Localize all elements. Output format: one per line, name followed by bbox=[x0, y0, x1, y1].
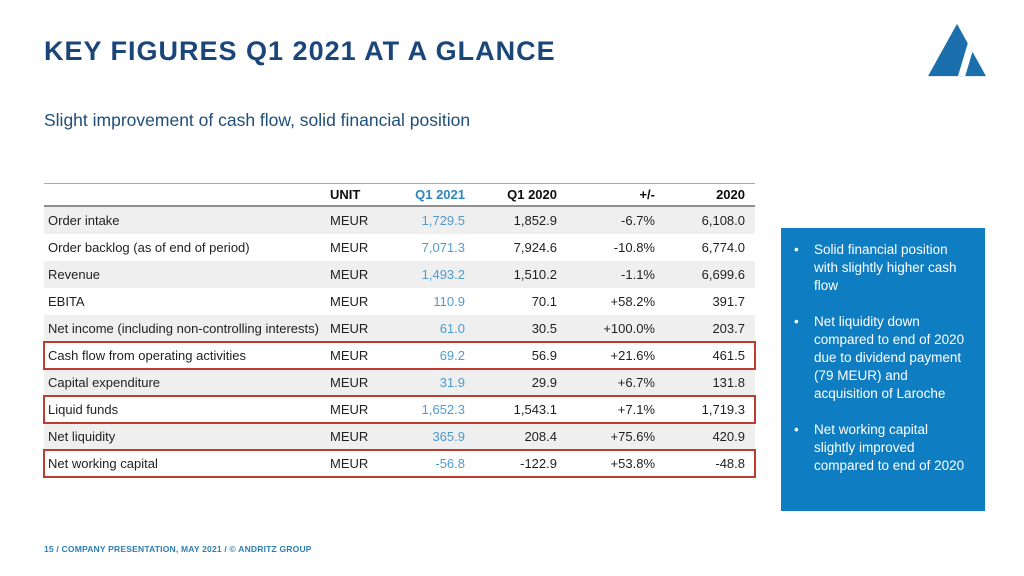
row-q1-2021: 1,493.2 bbox=[421, 267, 465, 282]
row-2020: 461.5 bbox=[712, 348, 745, 363]
table-row bbox=[44, 261, 755, 288]
row-2020: 6,108.0 bbox=[701, 213, 745, 228]
row-q1-2021: 7,071.3 bbox=[421, 240, 465, 255]
row-change: +53.8% bbox=[610, 456, 655, 471]
row-change: -6.7% bbox=[621, 213, 655, 228]
row-label: Net working capital bbox=[48, 456, 158, 471]
bullet-text: Net working capital slightly improved compared to end of 2020 bbox=[814, 422, 965, 473]
table-row bbox=[44, 315, 755, 342]
row-q1-2021: 1,729.5 bbox=[421, 213, 465, 228]
table-row-highlighted bbox=[44, 450, 755, 477]
table-row bbox=[44, 423, 755, 450]
row-q1-2020: 29.9 bbox=[531, 375, 557, 390]
row-q1-2020: 70.1 bbox=[531, 294, 557, 309]
row-unit: MEUR bbox=[330, 321, 369, 336]
header-2020: 2020 bbox=[716, 187, 745, 202]
row-change: +75.6% bbox=[610, 429, 655, 444]
row-q1-2020: 1,852.9 bbox=[513, 213, 557, 228]
row-unit: MEUR bbox=[330, 213, 369, 228]
row-change: +58.2% bbox=[610, 294, 655, 309]
list-item bbox=[790, 241, 975, 295]
row-2020: 420.9 bbox=[712, 429, 745, 444]
row-q1-2021: 365.9 bbox=[432, 429, 465, 444]
row-2020: -48.8 bbox=[715, 456, 745, 471]
row-label: Revenue bbox=[48, 267, 101, 282]
row-unit: MEUR bbox=[330, 429, 369, 444]
row-q1-2021: 61.0 bbox=[439, 321, 465, 336]
row-unit: MEUR bbox=[330, 402, 369, 417]
table-header-row bbox=[44, 183, 755, 207]
row-q1-2021: 1,652.3 bbox=[421, 402, 465, 417]
row-label: Order intake bbox=[48, 213, 120, 228]
row-label: Capital expenditure bbox=[48, 375, 161, 390]
row-q1-2020: 1,510.2 bbox=[513, 267, 557, 282]
table-row-highlighted bbox=[44, 342, 755, 369]
header-change: +/- bbox=[639, 187, 655, 202]
table-row bbox=[44, 207, 755, 234]
bullet-icon: • bbox=[794, 242, 799, 257]
row-label: Order backlog (as of end of period) bbox=[48, 240, 250, 255]
andritz-logo-icon bbox=[926, 22, 988, 78]
list-item bbox=[790, 313, 975, 403]
row-q1-2020: 208.4 bbox=[524, 429, 557, 444]
row-label: Net liquidity bbox=[48, 429, 116, 444]
row-unit: MEUR bbox=[330, 267, 369, 282]
row-label: Liquid funds bbox=[48, 402, 119, 417]
row-unit: MEUR bbox=[330, 375, 369, 390]
row-unit: MEUR bbox=[330, 240, 369, 255]
row-q1-2021: 69.2 bbox=[439, 348, 465, 363]
row-2020: 203.7 bbox=[712, 321, 745, 336]
bullet-icon: • bbox=[794, 422, 799, 437]
header-unit: UNIT bbox=[330, 187, 361, 202]
header-q1-2020: Q1 2020 bbox=[507, 187, 557, 202]
table-body bbox=[44, 207, 755, 477]
page-title: KEY FIGURES Q1 2021 AT A GLANCE bbox=[44, 36, 556, 66]
row-q1-2020: 56.9 bbox=[531, 348, 557, 363]
row-q1-2020: 30.5 bbox=[531, 321, 557, 336]
table-row-highlighted bbox=[44, 396, 755, 423]
row-change: +100.0% bbox=[603, 321, 655, 336]
bullet-icon: • bbox=[794, 314, 799, 329]
row-2020: 6,699.6 bbox=[701, 267, 745, 282]
row-q1-2021: 110.9 bbox=[433, 294, 465, 309]
row-change: -10.8% bbox=[613, 240, 655, 255]
row-unit: MEUR bbox=[330, 294, 369, 309]
bullet-text: Net liquidity down compared to end of 2020 due to dividend payment (79 MEUR) and acquisition of Laroche bbox=[814, 314, 965, 401]
row-q1-2020: 1,543.1 bbox=[513, 402, 557, 417]
row-unit: MEUR bbox=[330, 456, 369, 471]
row-2020: 6,774.0 bbox=[701, 240, 745, 255]
highlights-panel bbox=[781, 228, 985, 511]
table-row bbox=[44, 369, 755, 396]
row-change: +7.1% bbox=[617, 402, 655, 417]
row-2020: 1,719.3 bbox=[701, 402, 745, 417]
slide-subtitle: Slight improvement of cash flow, solid financial position bbox=[44, 110, 471, 130]
row-label: Cash flow from operating activities bbox=[48, 348, 246, 363]
list-item bbox=[790, 421, 975, 475]
table-row bbox=[44, 234, 755, 261]
row-2020: 131.8 bbox=[712, 375, 745, 390]
row-change: +21.6% bbox=[610, 348, 655, 363]
row-q1-2021: 31.9 bbox=[439, 375, 465, 390]
row-q1-2021: -56.8 bbox=[435, 456, 465, 471]
row-unit: MEUR bbox=[330, 348, 369, 363]
row-change: -1.1% bbox=[621, 267, 655, 282]
row-change: +6.7% bbox=[617, 375, 655, 390]
key-figures-table bbox=[44, 183, 755, 477]
slide-footer: 15 / COMPANY PRESENTATION, MAY 2021 / © ANDRITZ GROUP bbox=[44, 544, 312, 554]
row-q1-2020: -122.9 bbox=[520, 456, 557, 471]
header-q1-2021: Q1 2021 bbox=[415, 187, 465, 202]
table-row bbox=[44, 288, 755, 315]
bullet-text: Solid financial position with slightly higher cash flow bbox=[814, 242, 957, 293]
row-2020: 391.7 bbox=[712, 294, 745, 309]
row-label: Net income (including non-controlling interests) bbox=[48, 321, 319, 336]
row-label: EBITA bbox=[48, 294, 85, 309]
row-q1-2020: 7,924.6 bbox=[513, 240, 557, 255]
